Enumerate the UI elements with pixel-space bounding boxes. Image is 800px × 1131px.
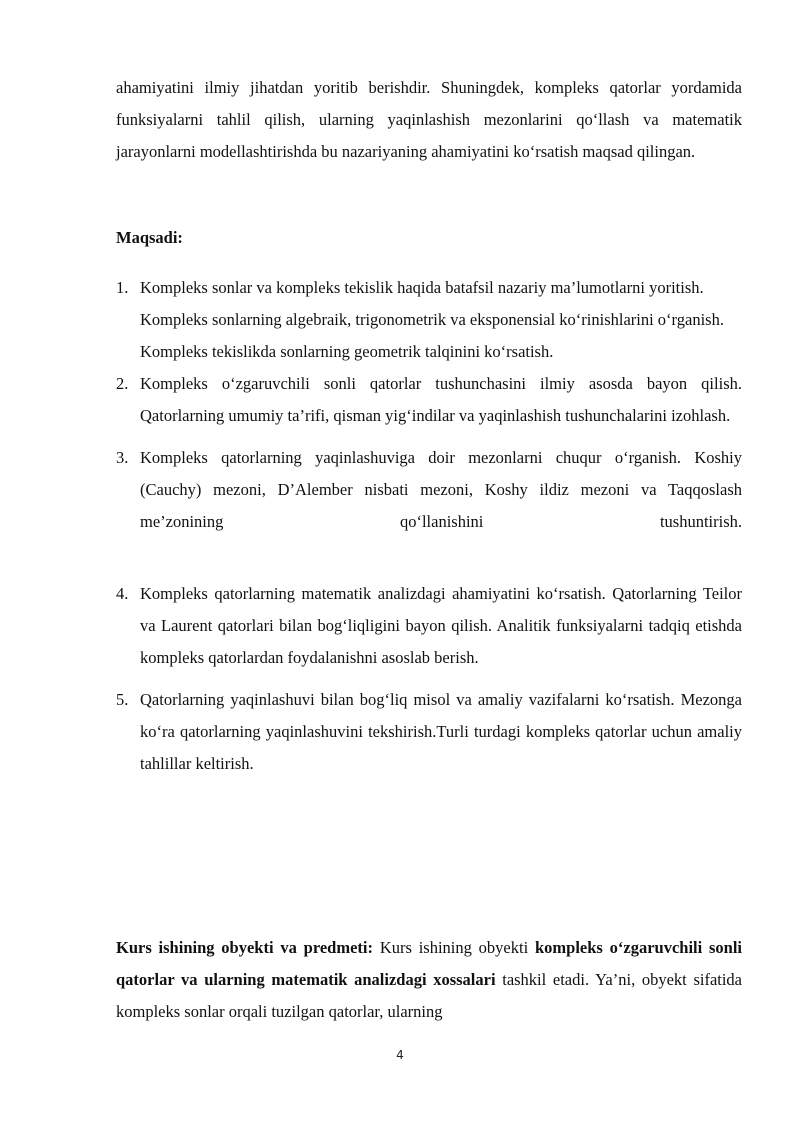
item-number: 3. xyxy=(116,448,129,467)
subject-text-continued: tashkil etadi. Ya’ni, obyekt sifatida kompleks sonlar orqali tuzilgan qatorlar, ularning xyxy=(116,970,743,1021)
list-item xyxy=(116,684,742,780)
item-line: Kompleks qatorlarning matematik analizdagi ahamiyatini ko‘rsatish. Qatorlarning Teilor va Laurent qatorlari bilan bog‘liqligini bayon qilish. Analitik funksiyalarni tadqiq etishda kompleks qatorlardan foydalanishni asoslab berish. xyxy=(140,584,742,667)
list-item xyxy=(116,368,742,432)
subject-paragraph xyxy=(116,932,742,1028)
intro-paragraph: ahamiyatini ilmiy jihatdan yoritib berishdir. Shuningdek, kompleks qatorlar yordamida funksiyalarni tahlil qilish, ularning yaqinlashish mezonlarini qo‘llash va matematik jarayonlarni modellashtirishda bu nazariyaning ahamiyatini ko‘rsatish maqsad qilingan. xyxy=(116,78,742,161)
item-line: Kompleks sonlar va kompleks tekislik haqida batafsil nazariy ma’lumotlarni yoritish. xyxy=(140,278,704,297)
subject-text: Kurs ishining obyekti xyxy=(373,938,535,957)
subject-bold-text: kompleks o‘zgaruvchili sonli qatorlar va ularning matematik analizdagi xossalari xyxy=(116,938,743,989)
item-line: Qatorlarning yaqinlashuvi bilan bog‘liq misol va amaliy vazifalarni ko‘rsatish. Mezonga ko‘ra qatorlarning yaqinlashuvini tekshirish.Turli turdagi kompleks qatorlar uchun amaliy tahlillar keltirish. xyxy=(140,690,742,773)
list-item xyxy=(116,442,742,538)
goals-heading: Maqsadi: xyxy=(116,228,183,247)
item-number: 4. xyxy=(116,584,129,603)
list-item xyxy=(116,272,742,368)
item-number: 2. xyxy=(116,374,129,393)
page-number: 4 xyxy=(396,1048,404,1062)
goals-list xyxy=(116,272,742,780)
list-item xyxy=(116,578,742,674)
item-number: 5. xyxy=(116,690,129,709)
item-line: Kompleks qatorlarning yaqinlashuviga doir mezonlarni chuqur o‘rganish. Koshiy (Cauchy) mezoni, D’Alember nisbati mezoni, Koshy ildiz mezoni va Taqqoslash me’zonining qo‘llanishini tushuntirish. xyxy=(140,448,742,531)
item-number: 1. xyxy=(116,278,129,297)
subject-label: Kurs ishining obyekti va predmeti: xyxy=(116,938,374,957)
item-line: Kompleks sonlarning algebraik, trigonometrik va eksponensial ko‘rinishlarini o‘rganish. xyxy=(140,310,724,329)
item-line: Kompleks o‘zgaruvchili sonli qatorlar tushunchasini ilmiy asosda bayon qilish. Qatorlarning umumiy ta’rifi, qisman yig‘indilar va yaqinlashish tushunchalarini izohlash. xyxy=(140,374,742,425)
item-line: Kompleks tekislikda sonlarning geometrik talqinini ko‘rsatish. xyxy=(140,342,554,361)
